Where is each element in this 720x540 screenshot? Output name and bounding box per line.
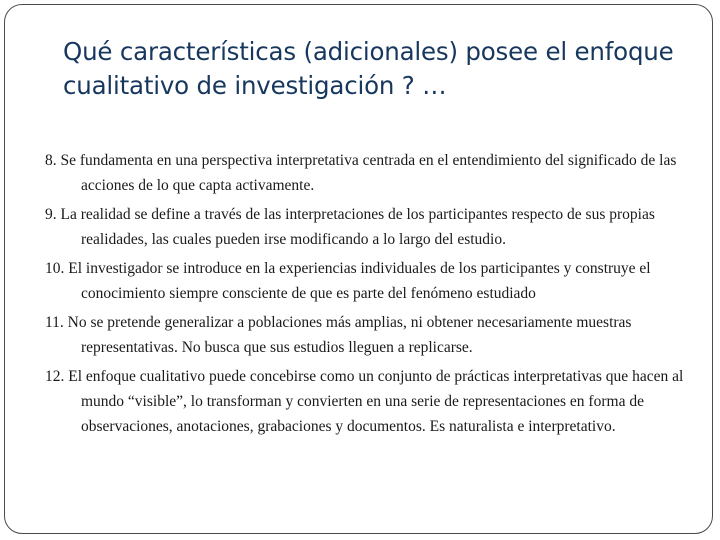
- list-item-8: 8. Se fundamenta en una perspectiva interpretativa centrada en el entendimiento del significado de las acciones de lo que capta activamente.: [45, 152, 677, 194]
- slide-title: Qué características (adicionales) posee el enfoque cualitativo de investigación ? …: [63, 37, 674, 100]
- list-item-12: 12. El enfoque cualitativo puede concebirse como un conjunto de prácticas interpretativas que hacen al mundo “visible”, lo transforman y convierten en una serie de representaciones en forma de observaciones, anotaciones, grabaciones y documentos. Es naturalista e interpretativo.: [45, 368, 684, 435]
- list-item-9: 9. La realidad se define a través de las interpretaciones de los participantes respecto de sus propias realidades, las cuales pueden irse modificando a lo largo del estudio.: [45, 206, 655, 248]
- characteristics-list: [45, 148, 700, 443]
- slide-frame: [4, 4, 713, 534]
- list-item-11: 11. No se pretende generalizar a poblaciones más amplias, ni obtener necesariamente muestras representativas. No busca que sus estudios lleguen a replicarse.: [45, 314, 632, 356]
- list-item-10: 10. El investigador se introduce en la experiencias individuales de los participantes y construye el conocimiento siempre consciente de que es parte del fenómeno estudiado: [45, 260, 651, 302]
